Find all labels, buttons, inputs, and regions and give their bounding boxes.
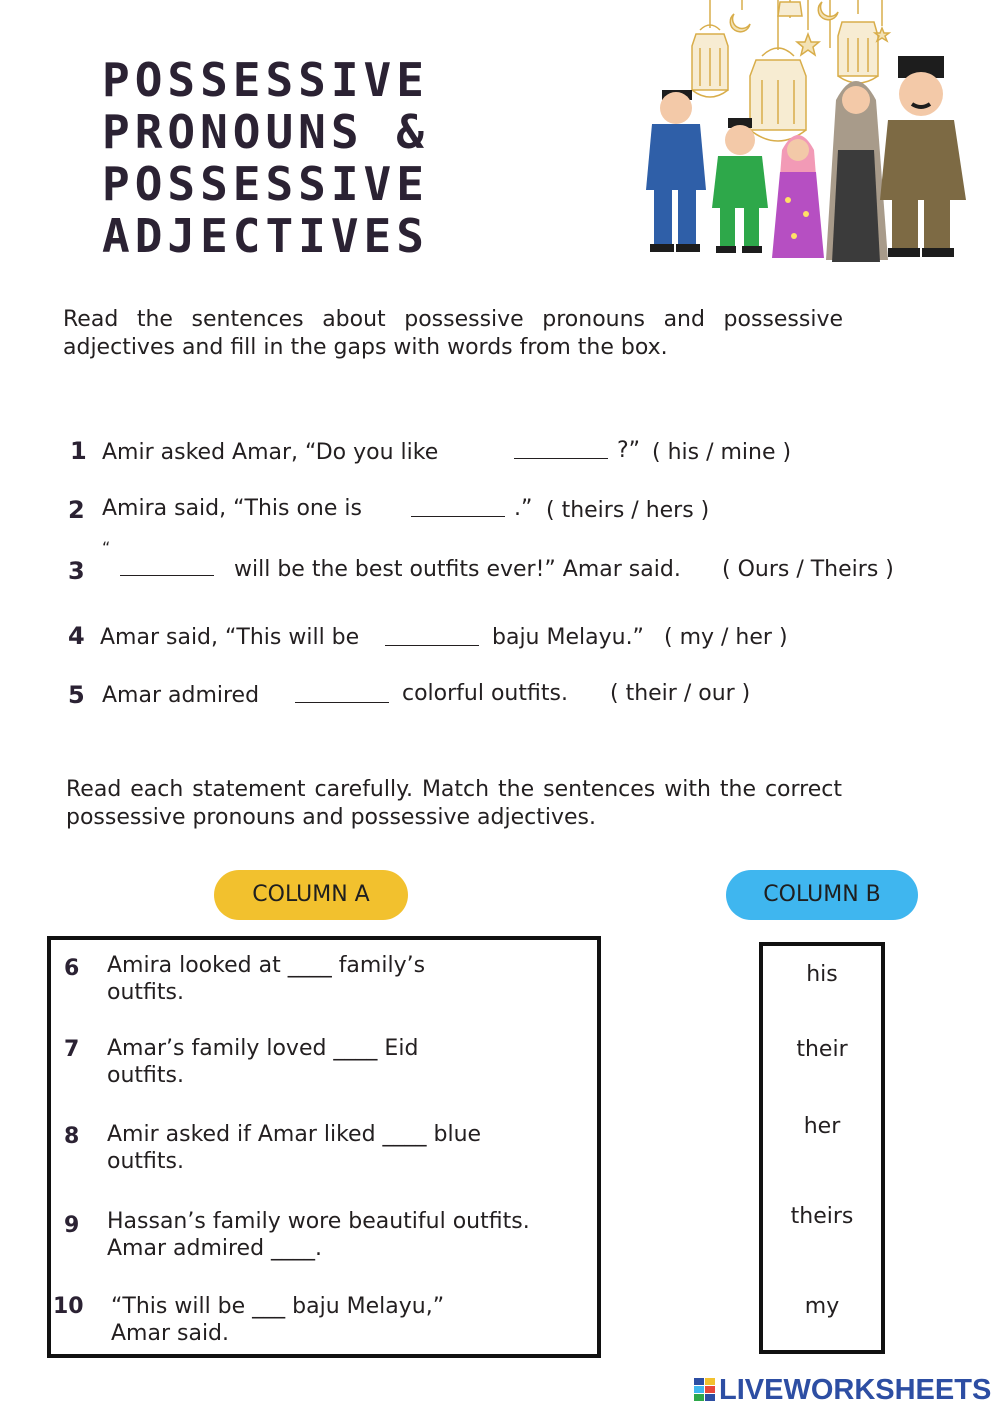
match-sentence[interactable]: [111, 1293, 444, 1347]
match-sentence-line: outfits.: [107, 980, 184, 1005]
match-sentence-line: Amar said.: [111, 1321, 230, 1346]
question-text: Amar said, “This will be: [100, 625, 360, 650]
logo-grid-icon: [694, 1378, 716, 1402]
question-number: 3: [68, 557, 85, 585]
answer-options: ( their / our ): [610, 681, 751, 706]
match-sentence-line: “This will be ___ baju Melayu,”: [111, 1294, 445, 1319]
family-eid-illustration-icon: [630, 0, 990, 275]
question-text-end: ?”: [617, 438, 641, 463]
match-option-her[interactable]: her: [803, 1114, 841, 1139]
match-number: 10: [53, 1294, 84, 1319]
match-number: 8: [64, 1124, 80, 1149]
question-text: “: [102, 538, 111, 557]
match-sentence-line: Amar admired ____.: [107, 1236, 323, 1261]
question-number: 4: [68, 622, 85, 650]
question-text-end: baju Melayu.”: [492, 625, 644, 650]
match-number: 7: [64, 1037, 80, 1062]
match-sentence-line: outfits.: [107, 1063, 184, 1088]
answer-options: ( Ours / Theirs ): [722, 557, 894, 582]
match-sentence-line: Amar’s family loved ____ Eid: [107, 1036, 419, 1061]
match-option-his[interactable]: his: [806, 962, 838, 987]
question-text-end: .”: [514, 496, 533, 521]
part2-instruction: Read each statement carefully. Match the sentences with the correct possessive pronouns and possessive adjectives.: [66, 777, 842, 830]
title-line-3: POSSESSIVE: [102, 157, 429, 211]
match-number: 9: [64, 1213, 80, 1238]
match-option-my[interactable]: my: [804, 1294, 840, 1319]
question-number: 1: [70, 437, 87, 465]
answer-blank-2[interactable]: [411, 516, 505, 517]
answer-blank-3[interactable]: [120, 575, 214, 576]
match-sentence[interactable]: [107, 1035, 418, 1089]
answer-blank-4[interactable]: [385, 645, 479, 646]
answer-blank-5[interactable]: [295, 702, 389, 703]
question-text: Amira said, “This one is: [102, 496, 362, 521]
match-sentence[interactable]: [107, 1121, 481, 1175]
match-option-theirs[interactable]: theirs: [790, 1204, 854, 1229]
part1-instruction: Read the sentences about possessive pronouns and possessive adjectives and fill in the gaps with words from the box.: [63, 307, 843, 360]
match-sentence[interactable]: [107, 952, 425, 1006]
match-option-their[interactable]: their: [796, 1037, 848, 1062]
match-sentence-line: Amira looked at ____ family’s: [107, 953, 426, 978]
question-number: 2: [68, 496, 85, 524]
match-sentence-line: outfits.: [107, 1149, 184, 1174]
question-text: Amir asked Amar, “Do you like: [102, 440, 439, 465]
question-text: Amar admired: [102, 683, 260, 708]
logo-text: LIVEWORKSHEETS: [719, 1373, 992, 1406]
liveworksheets-logo: [694, 1372, 991, 1408]
column-b-label: COLUMN B: [726, 870, 918, 920]
question-text-end: will be the best outfits ever!” Amar said.: [234, 557, 681, 582]
answer-options: ( theirs / hers ): [546, 498, 710, 523]
answer-blank-1[interactable]: [514, 458, 608, 459]
question-number: 5: [68, 681, 85, 709]
answer-options: ( his / mine ): [652, 440, 792, 465]
match-number: 6: [64, 956, 80, 981]
match-sentence[interactable]: [107, 1208, 530, 1262]
title-line-2: PRONOUNS &: [102, 105, 429, 159]
column-a-label: COLUMN A: [214, 870, 408, 920]
title-line-1: POSSESSIVE: [102, 53, 429, 107]
match-sentence-line: Hassan’s family wore beautiful outfits.: [107, 1209, 530, 1234]
column-b-box: [759, 942, 885, 1354]
title-line-4: ADJECTIVES: [102, 209, 429, 263]
question-text-end: colorful outfits.: [402, 681, 568, 706]
match-sentence-line: Amir asked if Amar liked ____ blue: [107, 1122, 482, 1147]
answer-options: ( my / her ): [664, 625, 788, 650]
